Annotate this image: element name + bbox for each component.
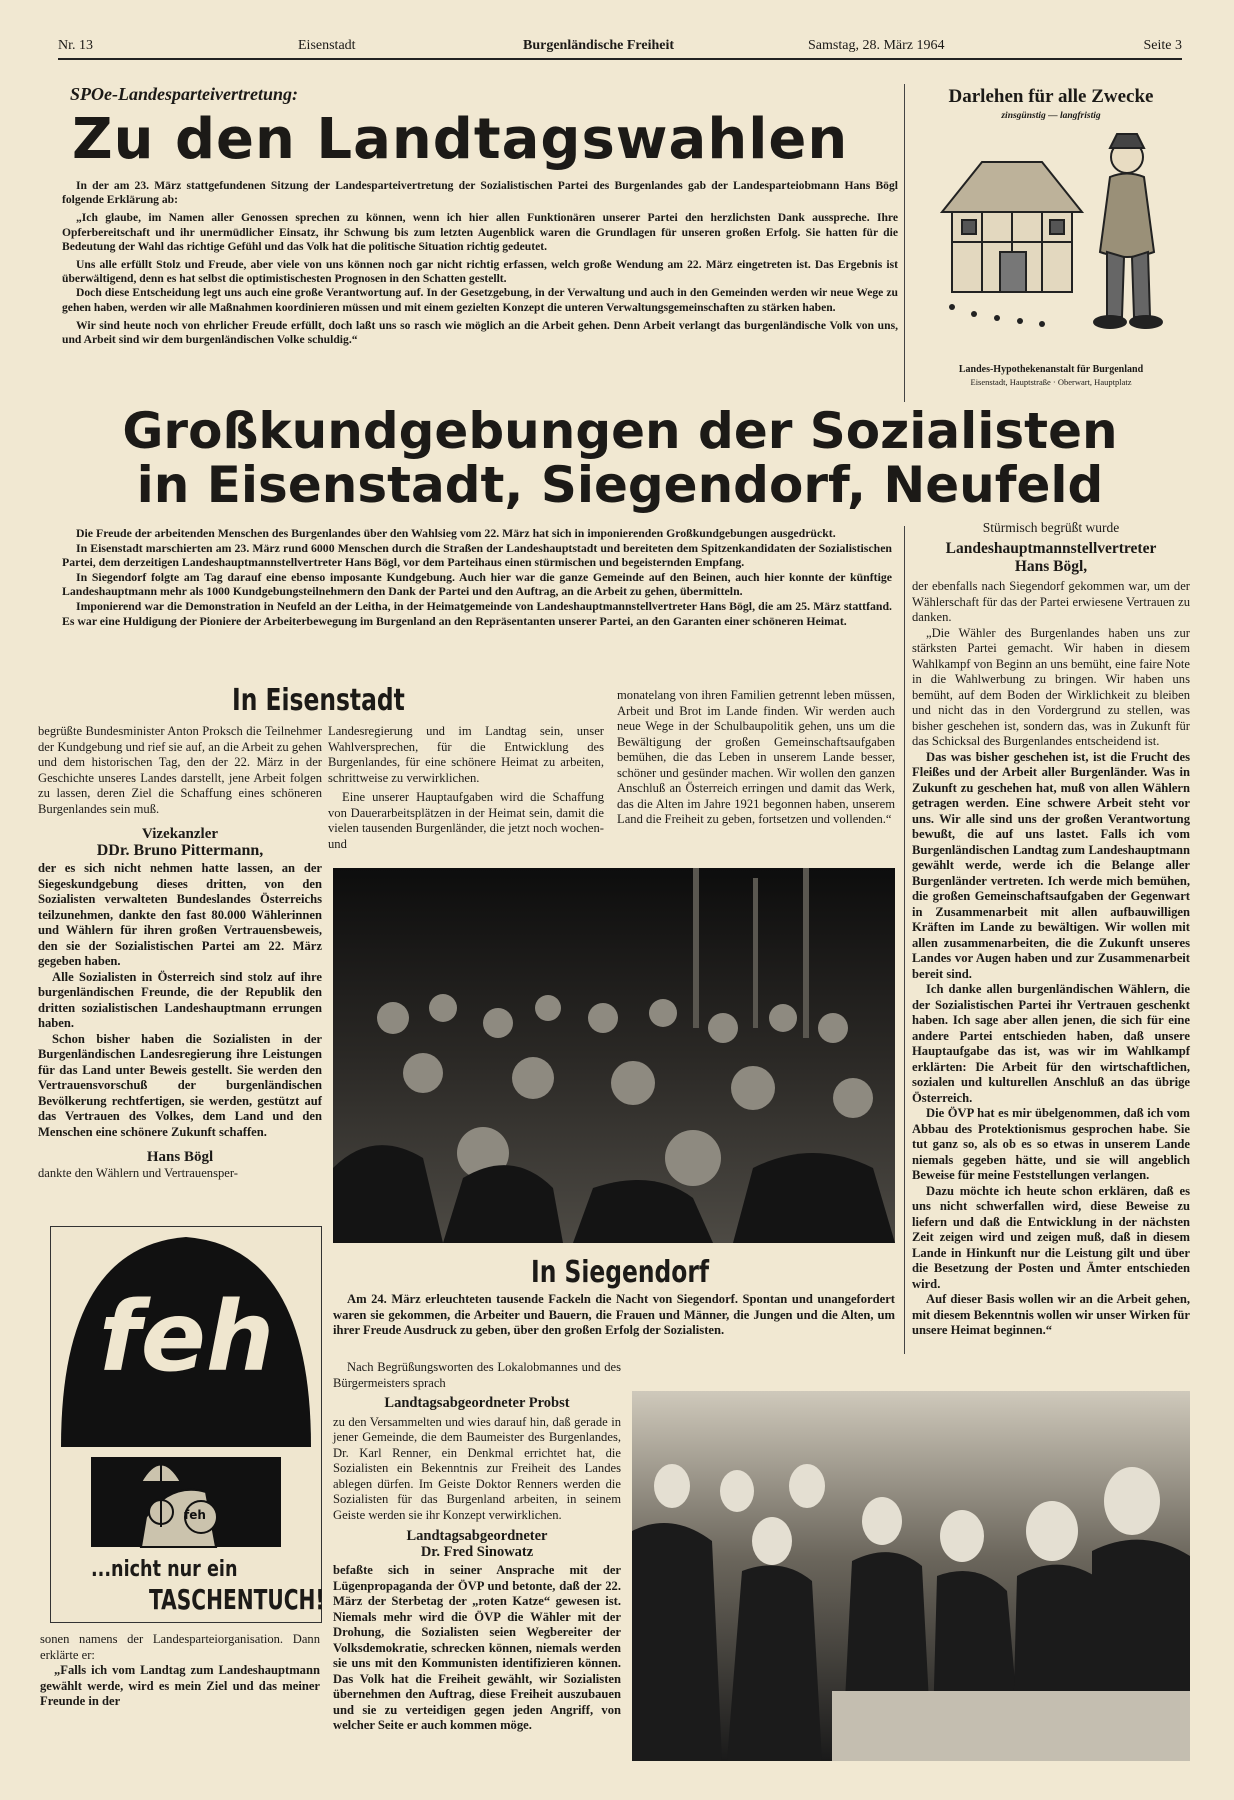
bank-ad-subtitle: zinsgünstig — langfristig [1001, 111, 1101, 121]
right-title: Landeshauptmannstellvertreter [945, 540, 1157, 557]
eisenstadt-col2-text-b: Eine unserer Hauptaufgaben wird die Schaffung von Dauerarbeitsplätzen in der Heimat sein, damit die vielen tausenden Burgenländer, die jetzt noch wochen- und [328, 790, 604, 851]
page-header [58, 34, 1182, 60]
column-divider [904, 526, 905, 1354]
issue-number: Nr. 13 [58, 38, 93, 53]
eisenstadt-col2 [328, 724, 604, 852]
eisenstadt-col1 [38, 724, 322, 1181]
bottom-left-paragraph: sonen namens der Landesparteiorganisation. Dann erklärte er: [40, 1632, 320, 1662]
eisenstadt-col2-text: Landesregierung und im Landtag sein, unser Wahlversprechen, für die Entwicklung des Burgenlandes, für eine schönere Heimat zu arbeiten, schrittweise zu verwirklichen. [328, 724, 604, 785]
right-name: Hans Bögl, [1014, 558, 1088, 575]
right-paragraph: der ebenfalls nach Siegendorf gekommen war, um der Wählerschaft für das der Partei erwiesene Vertrauen zu danken. [912, 579, 1190, 624]
top-paragraph: Uns alle erfüllt Stolz und Freude, aber viele von uns können noch gar nicht richtig erfassen, welch große Wendung am 22. März eingetreten ist. Das Ergebnis ist überwältigend, denn es hat selbst die optimistischesten Prognosen in den Schatten gestellt. [62, 258, 898, 286]
main-headline [58, 404, 1182, 512]
main-headline-line2: in Eisenstadt, Siegendorf, Neufeld [136, 456, 1104, 514]
boegl-name: Hans Bögl [146, 1149, 214, 1165]
probst-title: Landtagsabgeordneter Probst [384, 1395, 570, 1411]
rally-photo-eisenstadt [333, 868, 895, 1243]
top-kicker: SPOe-Landesparteivertretung: [70, 84, 298, 104]
top-headline: Zu den Landtagswahlen [72, 107, 849, 172]
vize-text-2: Alle Sozialisten in Österreich sind stolz auf ihre burgenländischen Freunde, die der Republik den dritten sozialistischen Landeshauptmann errungen haben. [38, 969, 322, 1030]
top-article [62, 84, 898, 347]
right-intro: Stürmisch begrüßt wurde [982, 520, 1120, 535]
vize-name: DDr. Bruno Pittermann, [96, 841, 264, 859]
intro-paragraph: Die Freude der arbeitenden Menschen des Burgenlandes über den Wahlsieg vom 22. März hat sich in imponierenden Großkundgebungen ausgedrückt. [76, 526, 836, 540]
intro-paragraph: Imponierend war die Demonstration in Neufeld an der Leitha, in der Heimatgemeinde von Landeshauptmannstellvertreter Hans Bögl, die am 25. März stattfand. Es war eine Huldigung der Pioniere der Arbeiterbewegung im Burgenland an den Repräsentanten unserer Partei, an den Garanten einer schöneren Heimat. [62, 598, 892, 628]
column-divider [904, 84, 905, 402]
intro-paragraph: In Siegendorf folgte am Tag darauf eine ebenso imposante Kundgebung. Auch hier war die ganze Gemeinde auf den Beinen, auch hier konnte der künftige Landeshauptmann mehr als 1000 Kundgebungsteilnehmern den Dank der Partei und den Auftrag, an die Arbeit zu gehen, übermitteln. [62, 569, 892, 599]
probst-text: zu den Versammelten und wies darauf hin, daß gerade in jener Gemeinde, die dem Baumeister des Burgenlandes, Dr. Karl Renner, ein Denkmal errichtet hat, die Sozialisten ein Bekenntnis zur Freiheit des Landes ablegen dürfen. Im Geiste Doktor Renners werden die Sozialisten für das Burgenland arbeiten, in seinem Geiste werden sie ihr Konzept verwirklichen. [333, 1414, 621, 1522]
right-paragraph: „Die Wähler des Burgenlandes haben uns zur stärksten Partei gemacht. Wir haben in diesem Wahlkampf von Beginn an uns bemüht, eine faire Note in die Wahlwerbung zu bringen. Wir haben uns bemüht, auf dem Boden der Wirklichkeit zu bleiben und nicht das in den Vordergrund zu stellen, was bisher geschehen ist, sondern das, was in Zukunft für das Schicksal des Burgenlandes entscheidend ist. [912, 625, 1190, 748]
feh-umbrella-brand: feh [184, 1508, 206, 1522]
sinowatz-title-1: Landtagsabgeordneter [406, 1528, 548, 1544]
sinowatz-title-2: Dr. Fred Sinowatz [420, 1543, 534, 1560]
bank-ad-illustration [922, 122, 1182, 342]
vize-text-3: Schon bisher haben die Sozialisten in der Burgenländischen Landesregierung ihre Leistungen für das Land unter Beweis gestellt. Sie werden den Vertrauensvorschuß der burgenländischen Bevölkerung rechtfertigen, sie werden, gestützt auf das Vertrauen des Volkes, dem Land und den Menschen eine schönere Zukunft schaffen. [38, 1031, 322, 1139]
siegendorf-lead [333, 1292, 895, 1339]
right-paragraph: Ich danke allen burgenländischen Wählern, die der Sozialistischen Partei ihr Vertrauen geschenkt haben. Ich sage aber allen jenen, die sich für eine andere Partei entschieden haben, daß unsere Hauptaufgabe das ist, was wir im Wahlkampf erklärten: Die Arbeit für den wirtschaftlichen, sozialen und kulturellen Anschluß an das übrige Österreich. [912, 982, 1190, 1105]
right-paragraph: Die ÖVP hat es mir übelgenommen, daß ich vom Abbau des Protektionismus gesprochen habe. Sie tut ganz so, als ob es so etwas in unserem Lande niemals gegeben hätte, und sie will angeblich Beweise für meine Feststellungen verlangen. [912, 1106, 1190, 1182]
right-paragraph: Auf dieser Basis wollen wir an die Arbeit gehen, mit diesem Bekenntnis wollen wir unser Wirken für unsere Heimat beginnen.“ [912, 1292, 1190, 1337]
vize-text: der es sich nicht nehmen hatte lassen, an der Siegeskundgebung dieses dritten, von den Sozialisten verwalteten Bundeslandes Österreichs teilzunehmen, dankte den fast 80.000 Wählerinnen und Wählern für ihren großen Vertrauensbeweis, den sie der Sozialistischen Partei am 22. März gegeben haben. [38, 861, 322, 968]
feh-tagline-2: TASCHENTUCH! [149, 1583, 325, 1616]
siegendorf-heading: In Siegendorf [531, 1255, 710, 1290]
top-paragraph: Doch diese Entscheidung legt uns auch eine große Verantwortung auf. In der Gesetzgebung, in der Verwaltung und auch in den Gemeinden werden wir neue Wege zu gehen haben, werden wir alle Maßnahmen koordinieren müssen und mit einem gezielten Konzept die unteren Verwaltungsgemeinschaften zu stärken haben. [62, 286, 898, 314]
eisenstadt-heading: In Eisenstadt [232, 683, 405, 718]
top-paragraph: In der am 23. März stattgefundenen Sitzung der Landesparteivertretung der Sozialistischen Partei des Burgenlandes gab der Landesparteiobmann Hans Bögl folgende Erklärung ab: [62, 179, 898, 207]
feh-tagline-1: ...nicht nur ein [91, 1557, 238, 1582]
siegendorf-col [333, 1360, 621, 1734]
siegendorf-p1: Nach Begrüßungsworten des Lokalobmannes und des Bürgermeisters sprach [333, 1360, 621, 1390]
header-date: Samstag, 28. März 1964 [808, 38, 945, 53]
right-paragraph: Das was bisher geschehen ist, ist die Frucht des Fleißes und der Arbeit aller Burgenländer. Was in Zukunft zu geschehen hat, muß von allen Wählern getragen werden. Eine schwere Arbeit steht vor uns. Wir alle sind uns der großen Verantwortung bewußt, die auf uns lastet. Falls ich vom Burgenländischen Landtag zum Landeshauptmann gewählt werde, werde ich die Belange aller Burgenländer vertreten. Ich werde mich bemühen, die großen Gemeinschaftsaufgaben der Gegenwart in Zusammenarbeit mit allen aufbauwilligen Kräften im Lande zu bewältigen. Wir wollen mit allen zusammenarbeiten, die die Zukunft unseres Landes vor Augen haben und zur Zusammenarbeit bereit sind. [912, 749, 1190, 981]
intro-paragraph: In Eisenstadt marschierten am 23. März rund 6000 Menschen durch die Straßen der Landeshauptstadt und bereiteten dem Spitzenkandidaten der Sozialistischen Partei, dem derzeitigen Landeshauptmannstellvertreter Hans Bögl, vor dem Parteihaus einen stürmischen und begeisternden Empfang. [62, 540, 892, 570]
header-page: Seite 3 [1143, 38, 1182, 53]
bank-ad-address: Eisenstadt, Hauptstraße · Oberwart, Hauptplatz [970, 377, 1132, 387]
feh-brand: feh [99, 1281, 275, 1393]
eisenstadt-col3 [617, 688, 895, 828]
rally-photo-siegendorf [632, 1391, 1190, 1761]
bank-ad-title: Darlehen für alle Zwecke [948, 86, 1154, 107]
right-paragraph: Dazu möchte ich heute schon erklären, daß es uns nicht schwerfallen wird, diese Beweise zu liefern und daß die Entwicklung in der nächsten Zeit zeigen wird und zeigen muß, daß in diesem Lande in Hinkunft nur die Leistung gilt und über die Besetzung der Posten und Ämter entschieden wird. [912, 1183, 1190, 1291]
boegl-text: dankte den Wählern und Vertrauensper- [38, 1165, 239, 1180]
header-place: Eisenstadt [298, 38, 356, 53]
bank-ad [912, 86, 1190, 386]
header-paper: Burgenländische Freiheit [523, 38, 675, 53]
top-paragraph: „Ich glaube, im Namen aller Genossen sprechen zu können, wenn ich hier allen Funktionären unserer Partei den herzlichsten Dank ausspreche. Ihre Opferbereitschaft und ihr unermüdlicher Einsatz, ihr Schwung bis zum letzten Augenblick waren die Grundlagen für unseren großen Erfolg. Sie hatten für die Bedeutung der Wahl das richtige Gefühl und das Volk hat die politische Situation richtig gedeutet. [62, 211, 898, 253]
right-column [912, 520, 1190, 1339]
main-headline-line1: Großkundgebungen der Sozialisten [122, 402, 1118, 460]
siegendorf-lead-text: Am 24. März erleuchteten tausende Fackeln die Nacht von Siegendorf. Spontan und unangefordert waren sie gekommen, die Arbeiter und Bauern, die Frauen und Männer, die Jungen und die Alten, um ihrer Freude Ausdruck zu geben, über den großen Erfolg der Sozialisten. [333, 1292, 895, 1337]
bottom-left-text [40, 1632, 320, 1710]
vize-label: Vizekanzler [141, 826, 219, 842]
main-intro [62, 526, 892, 628]
bottom-left-quote: „Falls ich vom Landtag zum Landeshauptmann gewählt werde, wird es mein Ziel und das meiner Freunde in der [40, 1663, 320, 1708]
eisenstadt-col1-text: begrüßte Bundesminister Anton Proksch die Teilnehmer der Kundgebung und rief sie auf, an die Arbeit zu gehen und dem historischen Tag, den der 22. März in der Geschichte unseres Landes darstellt, jene Arbeit folgen zu lassen, deren Ziel die Schaffung eines schöneren Burgenlandes sein muß. [38, 724, 322, 816]
feh-ad [50, 1226, 325, 1623]
sinowatz-text: befaßte sich in seiner Ansprache mit der Lügenpropaganda der ÖVP und betonte, daß der 22. März der Sterbetag der „roten Katze“ gewesen ist. Niemals mehr wird die ÖVP die Wähler mit der Drohung, die Sozialisten seien Wegbereiter der Volksdemokratie, schrecken können, niemals werden sie uns mit den Kommunisten identifizieren können. Das Volk hat die Freiheit gewählt, wir Sozialisten übernehmen den Auftrag, diese Freiheit auszubauen und sie zu verteidigen gegen jeden Angriff, von welcher Seite er auch kommen möge. [333, 1563, 621, 1732]
eisenstadt-col3-text: monatelang von ihren Familien getrennt leben müssen, Arbeit und Brot im Lande finden. Wir werden auch neue Wege in der Schulbaupolitik gehen, uns um die Bewältigung der großen Gemeinschaftsaufgaben bemühen, die das Leben in unserem Lande besser, schöner und gesünder machen. Wir wollen den ganzen Anschluß an Österreich erringen und damit das Werk, das die Alten im Jahre 1921 begonnen haben, unserem Land die Freiheit zu geben, fortsetzen und vollenden.“ [617, 688, 895, 826]
bank-ad-name: Landes-Hypothekenanstalt für Burgenland [958, 364, 1144, 375]
top-paragraph: Wir sind heute noch von ehrlicher Freude erfüllt, doch laßt uns so rasch wie möglich an die Arbeit gehen. Denn Arbeit verlangt das burgenländische Volk von uns, und Arbeit sind wir dem burgenländischen Volke schuldig.“ [62, 318, 898, 347]
